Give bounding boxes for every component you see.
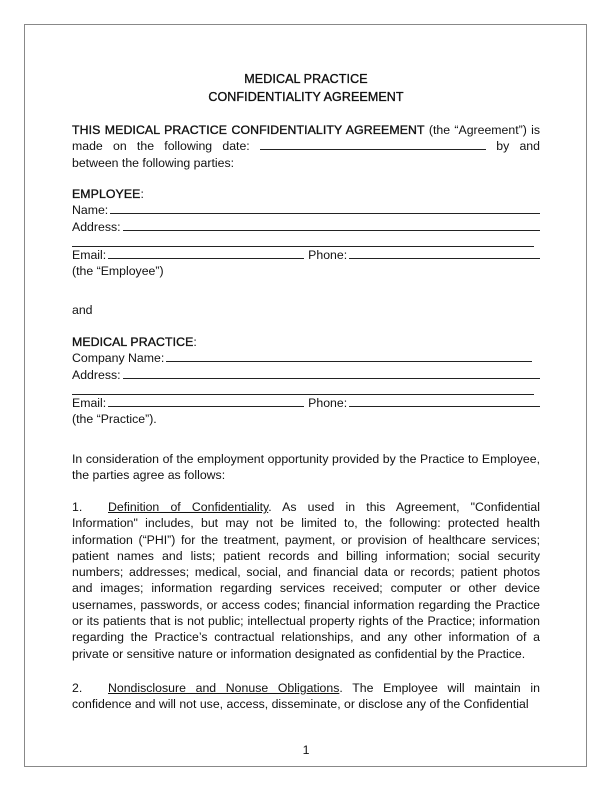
title-line-1: MEDICAL PRACTICE — [244, 72, 368, 86]
page-number: 1 — [302, 743, 310, 757]
phone-label: Phone: — [308, 395, 348, 410]
section-heading: Definition of Confidentiality — [108, 500, 269, 514]
intro-text-2: by and between the following parties: — [72, 139, 540, 170]
company-name-field[interactable] — [166, 350, 532, 362]
practice-alias: (the “Practice”). — [72, 412, 157, 427]
section-text: . The Employee will maintain in confidence and will not use, access, disseminate, or disclose any of the Confidential — [72, 681, 540, 712]
colon: : — [193, 335, 197, 349]
address-label: Address: — [72, 219, 121, 234]
section-heading: Nondisclosure and Nonuse Obligations — [108, 681, 340, 695]
employee-email-field[interactable] — [108, 247, 304, 259]
company-name-label: Company Name: — [72, 351, 165, 366]
practice-heading: MEDICAL PRACTICE — [72, 335, 194, 349]
title-line-2: CONFIDENTIALITY AGREEMENT — [208, 90, 404, 104]
phone-label: Phone: — [308, 247, 348, 262]
section-2 — [72, 680, 540, 713]
employee-phone-field[interactable] — [349, 247, 540, 259]
section-number: 2. — [72, 681, 83, 695]
employee-section — [72, 186, 540, 279]
employee-heading: EMPLOYEE — [72, 187, 141, 201]
colon: : — [140, 187, 144, 201]
consideration-paragraph: In consideration of the employment opportunity provided by the Practice to Employee, the parties agree as follows: — [72, 452, 540, 483]
name-label: Name: — [72, 203, 109, 218]
practice-address-line-2[interactable] — [72, 383, 534, 395]
intro-paragraph — [72, 122, 540, 171]
employee-alias: (the “Employee”) — [72, 264, 164, 279]
employee-name-field[interactable] — [110, 202, 540, 214]
section-number: 1. — [72, 500, 83, 514]
section-text: . As used in this Agreement, "Confidential Information" includes, but may not be limited to, the following: protected health information (“PHI”) for the treatment, payment, or provision of healthcare services; patient names and lists; patient records and billing information; social security numbers; addresses; medical, social, and financial data or records; patient photos and images; information regarding services received; computer or other device usernames, passwords, or access codes; financial information regarding the Practice or its patients that is not public; intellectual property rights of the Practice; information regarding the Practice’s contractual relationships, and any other information of a private or sensitive nature or information designated as confidential by the Practice. — [72, 500, 540, 661]
intro-bold: THIS MEDICAL PRACTICE CONFIDENTIALITY AGREEMENT — [72, 123, 425, 137]
practice-email-field[interactable] — [108, 395, 304, 407]
employee-address-line-2[interactable] — [72, 235, 534, 247]
section-1 — [72, 499, 540, 662]
practice-section — [72, 334, 540, 427]
address-label: Address: — [72, 367, 121, 382]
email-label: Email: — [72, 395, 107, 410]
date-field[interactable] — [260, 138, 486, 150]
practice-address-field[interactable] — [123, 367, 540, 379]
practice-phone-field[interactable] — [349, 395, 540, 407]
and-text: and — [72, 303, 93, 317]
intro-text: (the “Agreement”) is made on the following date: — [72, 123, 541, 154]
employee-address-field[interactable] — [123, 219, 540, 231]
email-label: Email: — [72, 247, 107, 262]
document-title — [72, 70, 540, 106]
